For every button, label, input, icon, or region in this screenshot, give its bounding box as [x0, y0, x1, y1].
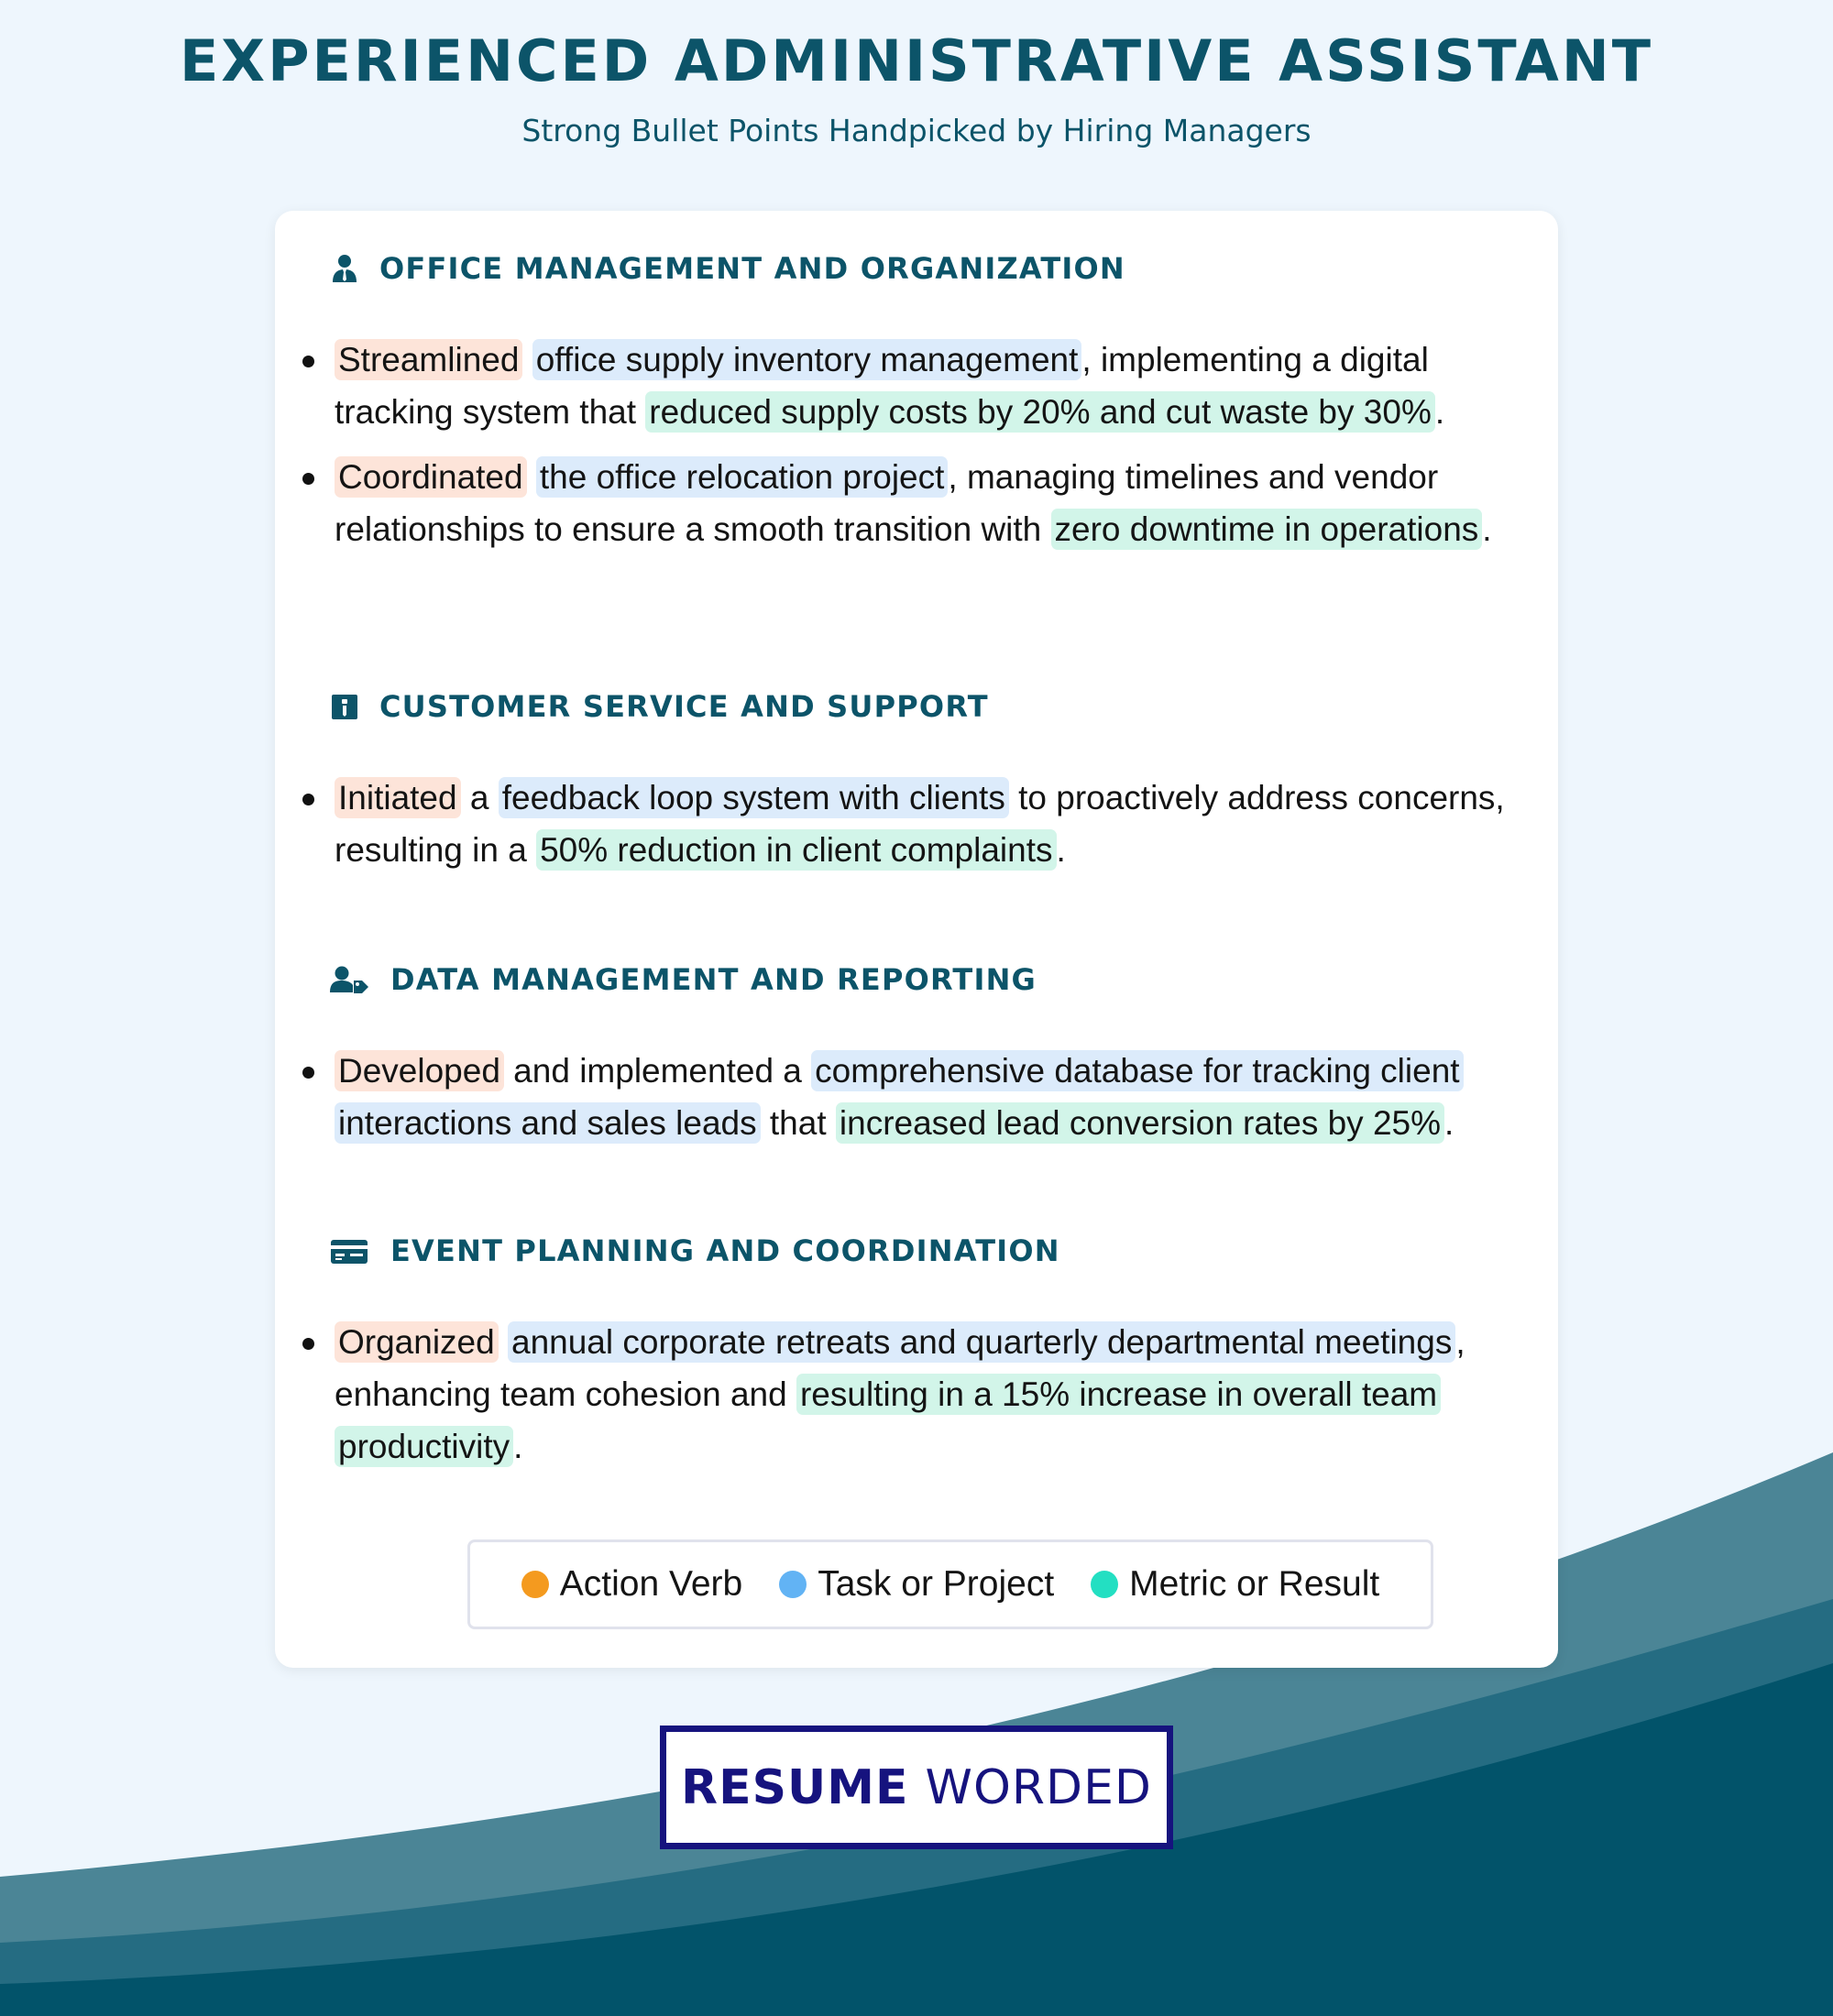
bullet-item [275, 451, 1558, 555]
action-verb: Streamlined [335, 339, 522, 380]
legend-metric-or-result [1091, 1564, 1379, 1605]
plain-text: . [513, 1428, 523, 1465]
metric-or-result: resulting in a 15% increase in overall team productivity [335, 1374, 1441, 1467]
plain-text: . [1482, 510, 1492, 548]
section-title: OFFICE MANAGEMENT AND ORGANIZATION [379, 251, 1125, 286]
plain-text [527, 458, 536, 496]
bullet-item [275, 1045, 1558, 1149]
metric-or-result: zero downtime in operations [1051, 509, 1483, 550]
bullet-item [275, 772, 1558, 876]
section-data-management [275, 959, 1558, 1162]
plain-text: and implemented a [503, 1052, 812, 1090]
plain-text: a [460, 779, 499, 816]
plain-text: . [1444, 1104, 1454, 1142]
page-title: EXPERIENCED ADMINISTRATIVE ASSISTANT [179, 27, 1654, 94]
metric-or-result: increased lead conversion rates by 25% [836, 1102, 1444, 1144]
section-title: CUSTOMER SERVICE AND SUPPORT [379, 689, 989, 724]
task-or-project: feedback loop system with clients [499, 777, 1009, 818]
section-title: DATA MANAGEMENT AND REPORTING [390, 962, 1037, 997]
logo-word-resume: RESUME [681, 1759, 909, 1815]
plain-text [499, 1323, 508, 1361]
legend-label: Metric or Result [1129, 1564, 1380, 1604]
bullet-item [275, 1316, 1558, 1473]
bullet-list [275, 334, 1558, 555]
credit-card-icon [330, 1236, 370, 1265]
section-title: EVENT PLANNING AND COORDINATION [390, 1233, 1060, 1268]
task-or-project: office supply inventory management [532, 339, 1082, 380]
id-badge-icon [330, 692, 359, 721]
section-customer-service [275, 685, 1558, 889]
section-office-management [275, 247, 1558, 568]
logo-word-worded: WORDED [925, 1759, 1152, 1815]
user-tag-icon [330, 965, 370, 994]
action-verb: Initiated [335, 777, 461, 818]
resume-worded-logo [660, 1726, 1173, 1849]
section-header [275, 959, 1558, 1001]
bullet-list [275, 1045, 1558, 1149]
plain-text [522, 341, 532, 378]
plain-text: . [1056, 831, 1066, 869]
action-verb: Developed [335, 1050, 504, 1091]
action-verb: Organized [335, 1321, 499, 1363]
legend-label: Task or Project [818, 1564, 1055, 1604]
legend-action-verb [521, 1564, 742, 1605]
page-subtitle: Strong Bullet Points Handpicked by Hiring Managers [521, 113, 1312, 148]
plain-text: , enhancing team cohesion and [335, 1323, 1465, 1413]
metric-or-result: 50% reduction in client complaints [536, 829, 1056, 871]
manager-icon [330, 254, 359, 283]
plain-text: . [1434, 393, 1445, 431]
task-or-project: comprehensive database for tracking client interactions and sales leads [335, 1050, 1464, 1144]
plain-text: , implementing a digital tracking system that [335, 341, 1429, 431]
plain-text: that [760, 1104, 836, 1142]
bullet-card [275, 211, 1558, 1668]
plain-text: to proactively address concerns, resulting in a [335, 779, 1505, 869]
task-or-project: the office relocation project [536, 456, 949, 498]
metric-or-result: reduced supply costs by 20% and cut waste by 30% [645, 391, 1435, 433]
bullet-item [275, 334, 1558, 438]
bullet-list [275, 1316, 1558, 1473]
teal-dot-icon [1091, 1571, 1118, 1598]
bullet-list [275, 772, 1558, 876]
action-verb: Coordinated [335, 456, 527, 498]
section-header [275, 685, 1558, 728]
section-header [275, 247, 1558, 290]
legend-label: Action Verb [559, 1564, 743, 1604]
plain-text: , managing timelines and vendor relationships to ensure a smooth transition with [335, 458, 1439, 548]
section-event-planning [275, 1230, 1558, 1485]
legend-task-or-project [779, 1564, 1054, 1605]
task-or-project: annual corporate retreats and quarterly departmental meetings [508, 1321, 1455, 1363]
blue-dot-icon [779, 1571, 807, 1598]
highlight-legend [467, 1539, 1433, 1629]
page-header [0, 27, 1833, 148]
section-header [275, 1230, 1558, 1272]
orange-dot-icon [521, 1571, 549, 1598]
